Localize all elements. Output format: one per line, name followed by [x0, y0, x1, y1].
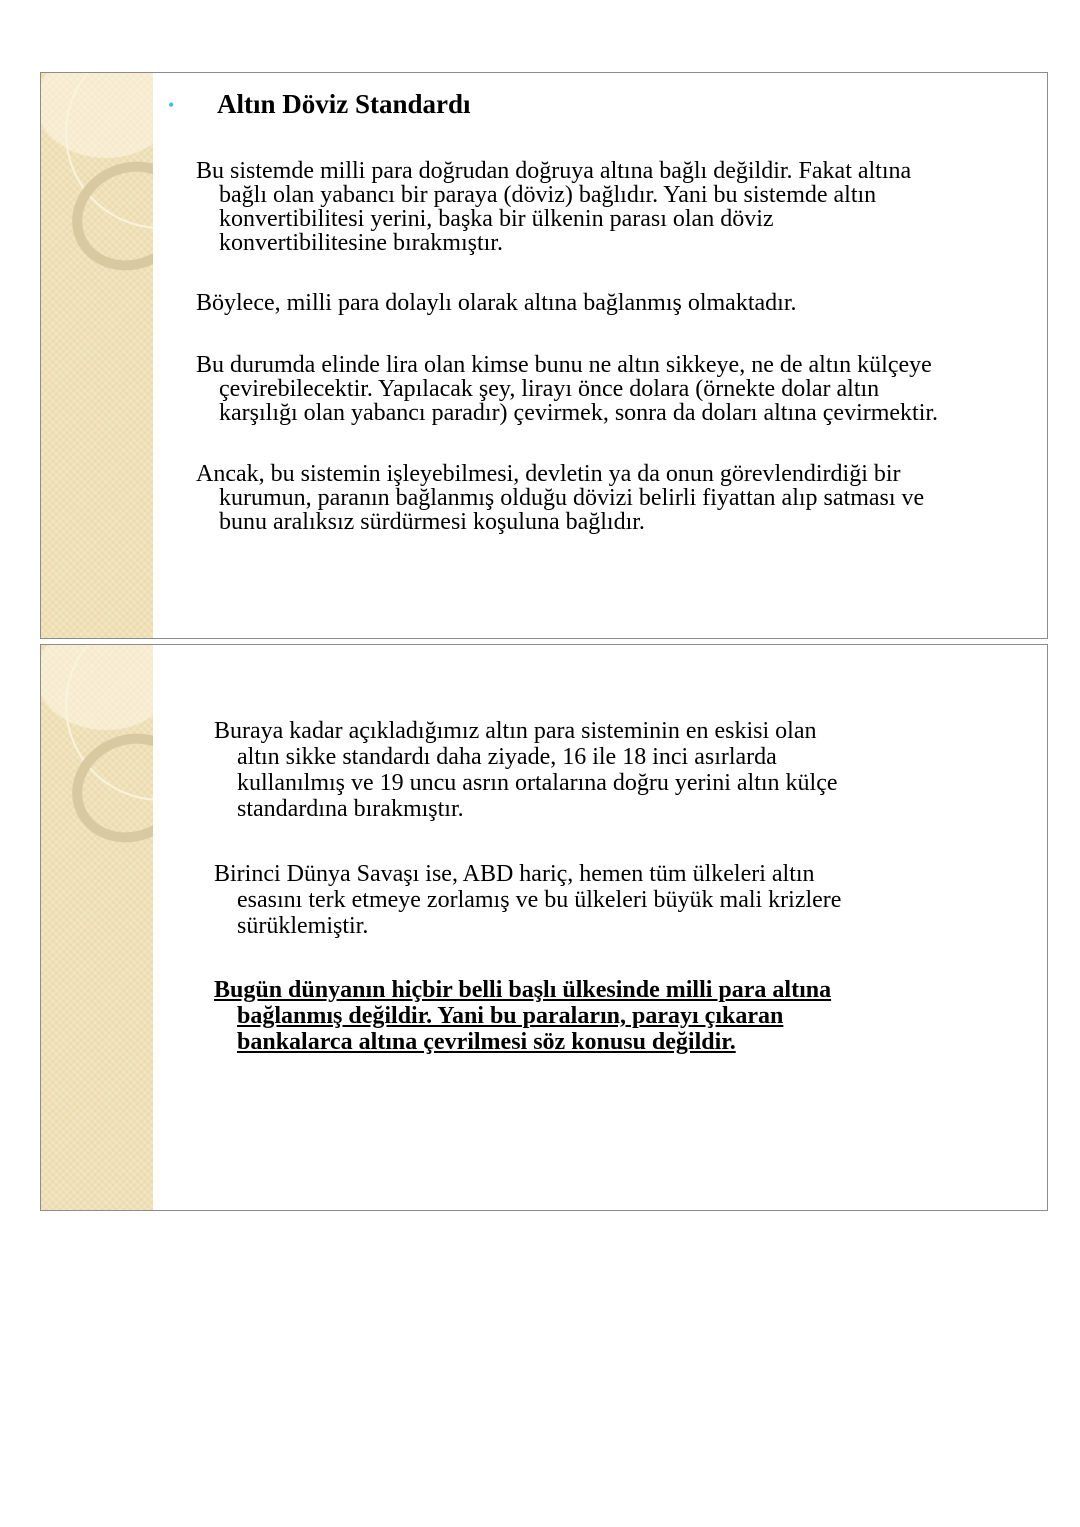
- paragraph: [214, 718, 838, 822]
- text-line: Bugün dünyanın hiçbir belli başlı ülkesinde milli para altına: [214, 977, 832, 1003]
- paragraph: [196, 353, 938, 425]
- text-line: kurumun, paranın bağlanmış olduğu dövizi belirli fiyattan alıp satması ve: [219, 485, 925, 511]
- text-line: Böylece, milli para dolaylı olarak altına bağlanmış olmaktadır.: [196, 290, 797, 316]
- text-line: bankalarca altına çevrilmesi söz konusu değildir.: [237, 1029, 736, 1055]
- paragraph: [196, 462, 924, 534]
- emphasized-paragraph: [214, 977, 831, 1055]
- slide-2: [40, 644, 1048, 1211]
- paragraph: [196, 291, 797, 315]
- text-line: altın sikke standardı daha ziyade, 16 ile 18 inci asırlarda: [237, 744, 777, 770]
- slide-title: Altın Döviz Standardı: [217, 89, 471, 119]
- text-line: bağlı olan yabancı bir paraya (döviz) bağlıdır. Yani bu sistemde altın: [219, 182, 877, 208]
- text-line: kullanılmış ve 19 uncu asrın ortalarına doğru yerini altın külçe: [237, 770, 838, 796]
- slide-1: [40, 72, 1048, 639]
- paragraph: [196, 159, 911, 255]
- decorative-rings-icon: [41, 73, 153, 313]
- text-line: standardına bırakmıştır.: [237, 796, 464, 822]
- text-line: çevirebilecektir. Yapılacak şey, lirayı önce dolara (örnekte dolar altın: [219, 376, 880, 402]
- text-line: Buraya kadar açıkladığımız altın para sisteminin en eskisi olan: [214, 718, 817, 744]
- paragraph: [214, 861, 841, 939]
- text-line: konvertibilitesi yerini, başka bir ülkenin parası olan döviz: [219, 206, 774, 232]
- text-line: Ancak, bu sistemin işleyebilmesi, devletin ya da onun görevlendirdiği bir: [196, 461, 901, 487]
- text-line: Birinci Dünya Savaşı ise, ABD hariç, hemen tüm ülkeleri altın: [214, 861, 815, 887]
- text-line: Bu durumda elinde lira olan kimse bunu ne altın sikkeye, ne de altın külçeye: [196, 352, 932, 378]
- text-line: Bu sistemde milli para doğrudan doğruya altına bağlı değildir. Fakat altına: [196, 158, 912, 184]
- text-line: sürüklemiştir.: [237, 913, 369, 939]
- text-line: bunu aralıksız sürdürmesi koşuluna bağlıdır.: [219, 509, 645, 535]
- decorative-rings-icon: [41, 645, 153, 885]
- text-line: konvertibilitesine bırakmıştır.: [219, 230, 503, 256]
- text-line: esasını terk etmeye zorlamış ve bu ülkeleri büyük mali krizlere: [237, 887, 842, 913]
- text-line: karşılığı olan yabancı paradır) çevirmek, sonra da doları altına çevirmektir.: [219, 400, 939, 426]
- decorative-side-panel: [41, 645, 153, 1210]
- decorative-side-panel: [41, 73, 153, 638]
- text-line: bağlanmış değildir. Yani bu paraların, parayı çıkaran: [237, 1003, 784, 1029]
- bullet-icon: •: [168, 95, 175, 115]
